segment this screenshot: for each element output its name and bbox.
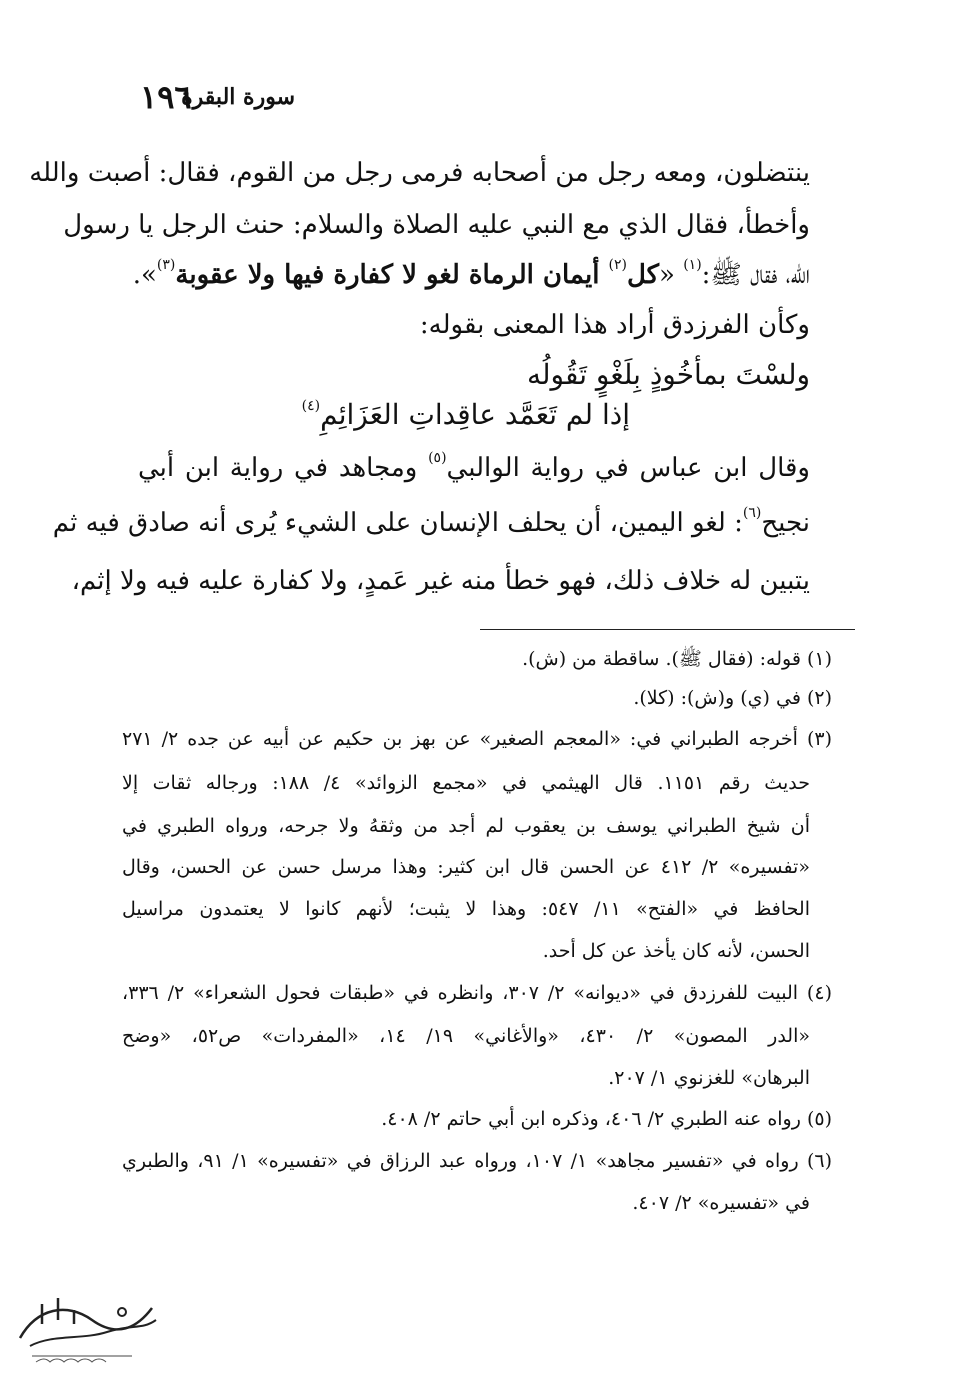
footnote-3-line-5: الحافظ في «الفتح» ١١/ ٥٤٧: وهذا لا يثبت؛ لأنهم كانوا لا يعتمدون مراسيل [122,898,810,920]
footnote-ref-3: (٣) [156,257,176,274]
footnote-4-line-1: (٤) البيت للفرزدق في «ديوانه» ٢/ ٣٠٧، وانظره في «طبقات فحول الشعراء» ٢/ ٣٣٦، [122,982,832,1004]
quote-mark: ». [132,260,157,290]
text: ومجاهد في رواية ابن أبي [138,453,429,483]
footnote-ref-6: (٦) [742,505,762,522]
footnote-4-line-2: «الدر المصون» ٢/ ٤٣٠، «والأغاني» ١٩/ ١٤، «المفردات» ص٥٢، «وضح [122,1025,810,1047]
body-line-4: وكأن الفرزدق أراد هذا المعنى بقوله: [419,310,810,340]
footnote-4-line-3: البرهان» للغزنوي ١/ ٢٠٧. [608,1067,810,1089]
page-number: ١٩٦ [140,78,192,116]
body-line-7: يتبين له خلاف ذلك، فهو خطأ منه غير عَمدٍ، ولا كفارة عليه فيه ولا إثم، [71,566,810,596]
body-line-5 [138,450,810,483]
footnote-5: (٥) رواه عنه الطبري ٢/ ٤٠٦، وذكره ابن أبي حاتم ٢/ ٤٠٨. [381,1108,832,1130]
footnote-ref-4: (٤) [301,397,321,414]
footnote-3-line-3: أن شيخ الطبراني يوسف بن يعقوب لم أجد من وثقهُ ولا جرحه، ورواه الطبري في [122,815,810,837]
hadith-text: كل [626,260,660,290]
text: نجيح [761,508,810,538]
verse-line-2 [302,398,630,431]
text: الله، فقال ﷺ: [701,260,810,290]
footnote-3-line-2: حديث رقم ١١٥١. قال الهيثمي في «مجمع الزوائد» ٤/ ١٨٨: ورجاله ثقات إلا [122,772,810,794]
quote-mark: « [659,260,675,290]
footnote-ref-2: (٢) [608,257,627,274]
footnote-divider [480,629,855,630]
footnote-1: (١) قوله: (فقال ﷺ). ساقطة من (ش). [522,648,832,670]
verse-text: إذا لم تَعَمَّد عاقِداتِ العَزَائِمِ [320,398,630,431]
footnote-3-line-4: «تفسيره» ٢/ ٤١٢ عن الحسن قال ابن كثير: وهذا مرسل حسن عن الحسن، وقال [122,856,810,878]
footnote-2: (٢) في (ي) و(ش): (كلا). [633,687,832,709]
text: وقال ابن عباس في رواية الوالبي [446,453,810,483]
body-line-3 [132,257,810,290]
verse-line-1: ولسْتَ بمأخُوذٍ بِلَغْوٍ تَقُولُه [527,358,810,391]
surah-title: سورة البقرة [181,84,295,110]
footnote-3-line-6: الحسن، لأنه كان يأخذ عن كل أحد. [542,940,810,962]
footnote-ref-5: (٥) [428,450,447,467]
footnote-3-line-1: (٣) أخرجه الطبراني في: «المعجم الصغير» عن بهز بن حكيم عن أبيه عن جده ٢/ ٢٧١ [122,728,832,750]
footnote-ref-1: (١) [683,257,702,274]
publisher-watermark-logo [12,1290,162,1370]
body-line-6 [52,505,810,538]
text: : لغو اليمين، أن يحلف الإنسان على الشيء يُرى أنه صادق فيه ثم [52,508,743,538]
body-line-2: وأخطأ، فقال الذي مع النبي عليه الصلاة والسلام: حنث الرجل يا رسول [63,210,810,240]
body-line-1: ينتضلون، ومعه رجل من أصحابه فرمى رجل من القوم، فقال: أصبت والله [29,158,810,188]
hadith-text: أيمان الرماة لغو لا كفارة فيها ولا عقوبة [175,260,609,290]
footnote-6-line-2: في «تفسيره» ٢/ ٤٠٧. [632,1192,810,1214]
footnote-6-line-1: (٦) رواه في «تفسير مجاهد» ١/ ١٠٧، ورواه عبد الرزاق في «تفسيره» ١/ ٩١، والطبري [122,1150,833,1172]
